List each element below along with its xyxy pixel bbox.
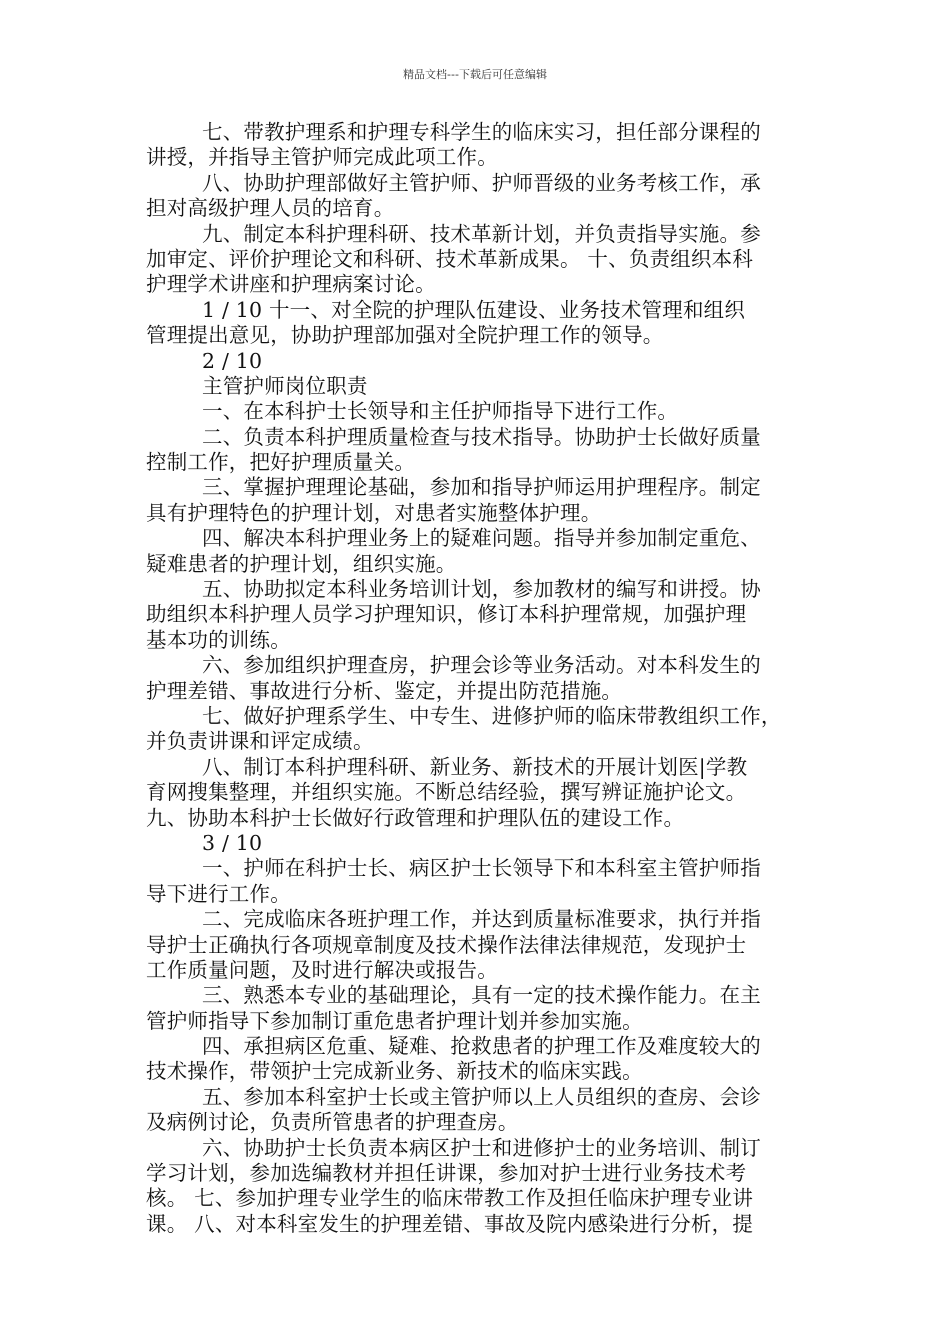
text-line: 三、掌握护理理论基础，参加和指导护师运用护理程序。制定 bbox=[202, 475, 761, 500]
text-line: 课。 八、对本科室发生的护理差错、事故及院内感染进行分析，提 bbox=[146, 1211, 754, 1236]
text-line: 担对高级护理人员的培育。 bbox=[146, 196, 395, 221]
text-line: 并负责讲课和评定成绩。 bbox=[146, 729, 374, 754]
text-line: 六、协助护士长负责本病区护士和进修护士的业务培训、制订 bbox=[202, 1135, 761, 1160]
text-line: 1 / 10 十一、对全院的护理队伍建设、业务技术管理和组织 bbox=[202, 297, 746, 322]
text-line: 3 / 10 bbox=[202, 830, 263, 855]
text-line: 疑难患者的护理计划，组织实施。 bbox=[146, 551, 457, 576]
text-line: 主管护师岗位职责 bbox=[202, 373, 368, 398]
text-line: 管护师指导下参加制订重危患者护理计划并参加实施。 bbox=[146, 1008, 643, 1033]
text-line: 助组织本科护理人员学习护理知识，修订本科护理常规，加强护理 bbox=[146, 602, 747, 627]
text-line: 护理学术讲座和护理病案讨论。 bbox=[146, 272, 436, 297]
text-line: 控制工作，把好护理质量关。 bbox=[146, 450, 416, 475]
text-line: 九、制定本科护理科研、技术革新计划，并负责指导实施。参 bbox=[202, 221, 761, 246]
text-line: 四、承担病区危重、疑难、抢救患者的护理工作及难度较大的 bbox=[202, 1034, 761, 1059]
text-line: 技术操作，带领护士完成新业务、新技术的临床实践。 bbox=[146, 1059, 643, 1084]
text-line: 2 / 10 bbox=[202, 348, 263, 373]
text-line: 具有护理特色的护理计划，对患者实施整体护理。 bbox=[146, 500, 602, 525]
text-line: 基本功的训练。 bbox=[146, 627, 291, 652]
text-line: 及病例讨论，负责所管患者的护理查房。 bbox=[146, 1110, 519, 1135]
text-line: 九、协助本科护士长做好行政管理和护理队伍的建设工作。 bbox=[146, 805, 685, 830]
text-line: 学习计划，参加选编教材并担任讲课，参加对护士进行业务技术考 bbox=[146, 1161, 747, 1186]
text-line: 五、参加本科室护士长或主管护师以上人员组织的查房、会诊 bbox=[202, 1084, 761, 1109]
text-line: 加审定、评价护理论文和科研、技术革新成果。 十、负责组织本科 bbox=[146, 246, 754, 271]
text-line: 一、护师在科护士长、病区护士长领导下和本科室主管护师指 bbox=[202, 856, 761, 881]
text-line: 一、在本科护士长领导和主任护师指导下进行工作。 bbox=[202, 399, 679, 424]
text-line: 五、协助拟定本科业务培训计划，参加教材的编写和讲授。协 bbox=[202, 577, 761, 602]
text-line: 讲授，并指导主管护师完成此项工作。 bbox=[146, 145, 498, 170]
text-line: 核。 七、参加护理专业学生的临床带教工作及担任临床护理专业讲 bbox=[146, 1186, 754, 1211]
text-line: 八、协助护理部做好主管护师、护师晋级的业务考核工作，承 bbox=[202, 170, 761, 195]
text-line: 三、熟悉本专业的基础理论，具有一定的技术操作能力。在主 bbox=[202, 983, 761, 1008]
text-line: 护理差错、事故进行分析、鉴定，并提出防范措施。 bbox=[146, 678, 623, 703]
text-line: 导下进行工作。 bbox=[146, 881, 291, 906]
page-header: 精品文档---下载后可任意编辑 bbox=[403, 68, 547, 81]
text-line: 八、制订本科护理科研、新业务、新技术的开展计划医|学教 bbox=[202, 754, 748, 779]
text-line: 二、负责本科护理质量检查与技术指导。协助护士长做好质量 bbox=[202, 424, 761, 449]
text-line: 管理提出意见，协助护理部加强对全院护理工作的领导。 bbox=[146, 323, 664, 348]
text-line: 七、做好护理系学生、中专生、进修护师的临床带教组织工作， bbox=[202, 703, 782, 728]
text-line: 七、带教护理系和护理专科学生的临床实习，担任部分课程的 bbox=[202, 120, 761, 144]
text-line: 育网搜集整理，并组织实施。不断总结经验，撰写辨证施护论文。 bbox=[146, 780, 747, 805]
text-line: 导护士正确执行各项规章制度及技术操作法律法律规范，发现护士 bbox=[146, 932, 747, 957]
text-line: 工作质量问题，及时进行解决或报告。 bbox=[146, 957, 498, 982]
text-line: 四、解决本科护理业务上的疑难问题。指导并参加制定重危、 bbox=[202, 526, 761, 551]
text-line: 六、参加组织护理查房，护理会诊等业务活动。对本科发生的 bbox=[202, 653, 761, 678]
document-body bbox=[146, 120, 806, 1237]
text-line: 二、完成临床各班护理工作，并达到质量标准要求，执行并指 bbox=[202, 907, 761, 932]
